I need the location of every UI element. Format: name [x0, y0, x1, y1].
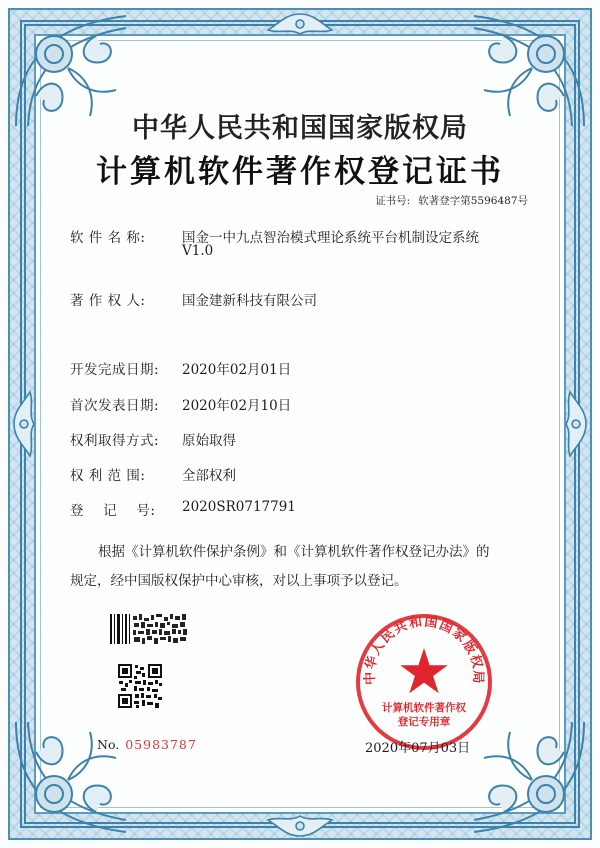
- seal-outer-text: 中华人民共和国国家版权局: [362, 614, 486, 686]
- field-label: 开发完成日期:: [70, 362, 160, 378]
- certificate-number-label: 证书号:: [375, 195, 411, 207]
- field-value: 2020年02月10日: [182, 398, 292, 414]
- issuer-title: 中华人民共和国国家版权局: [132, 113, 468, 144]
- serial-number-label: No.: [97, 737, 120, 752]
- field-label: 著 作 权 人:: [70, 293, 146, 309]
- field-value: 2020年02月01日: [182, 362, 292, 378]
- certificate-number: [375, 193, 528, 208]
- registration-statement: [70, 538, 540, 596]
- field-value: 2020SR0717791: [182, 499, 296, 515]
- corner-ornament-bottom-left: [6, 712, 136, 842]
- field-value: 国金一中九点智治模式理论系统平台机制设定系统: [182, 230, 479, 246]
- field-publication-date: [70, 394, 292, 414]
- certificate-number-value: 软著登字第5596487号: [418, 195, 528, 207]
- field-value: 原始取得: [182, 433, 236, 449]
- left-edge-ornament: [10, 386, 38, 462]
- official-seal: [352, 610, 496, 754]
- field-software-name: [70, 226, 479, 259]
- seal-inner-line-1: 计算机软件著作权: [382, 702, 466, 714]
- field-label: 软 件 名 称:: [70, 230, 146, 246]
- statement-line-1: 根据《计算机软件保护条例》和《计算机软件著作权登记办法》的: [98, 544, 490, 560]
- bottom-edge-ornament: [262, 812, 338, 840]
- field-completion-date: [70, 358, 292, 378]
- seal-inner-line-2: 登记专用章: [397, 716, 451, 728]
- issue-date: 2020年07月03日: [365, 741, 471, 756]
- qr-code: [118, 664, 162, 708]
- statement-line-2: 规定，经中国版权保护中心审核，对以上事项予以登记。: [70, 573, 408, 589]
- field-copyright-owner: [70, 289, 317, 309]
- field-value: 全部权利: [182, 468, 236, 484]
- field-label: 权 利 范 围:: [70, 468, 146, 484]
- serial-number: [97, 737, 197, 752]
- field-label: 权利取得方式:: [70, 433, 160, 449]
- top-edge-ornament: [262, 10, 338, 38]
- field-acquisition-method: [70, 429, 236, 449]
- field-label: 登 记 号:: [70, 503, 156, 519]
- field-value: 国金建新科技有限公司: [182, 293, 317, 309]
- field-value-line2: V1.0: [182, 243, 214, 259]
- right-edge-ornament: [562, 386, 590, 462]
- field-label: 首次发表日期:: [70, 398, 160, 414]
- field-registration-number: [70, 499, 296, 519]
- seal-star-icon: [400, 648, 448, 693]
- certificate-title: 计算机软件著作权登记证书: [96, 154, 504, 190]
- barcode: [110, 614, 190, 644]
- field-rights-scope: [70, 464, 236, 484]
- serial-number-value: 05983787: [125, 737, 197, 752]
